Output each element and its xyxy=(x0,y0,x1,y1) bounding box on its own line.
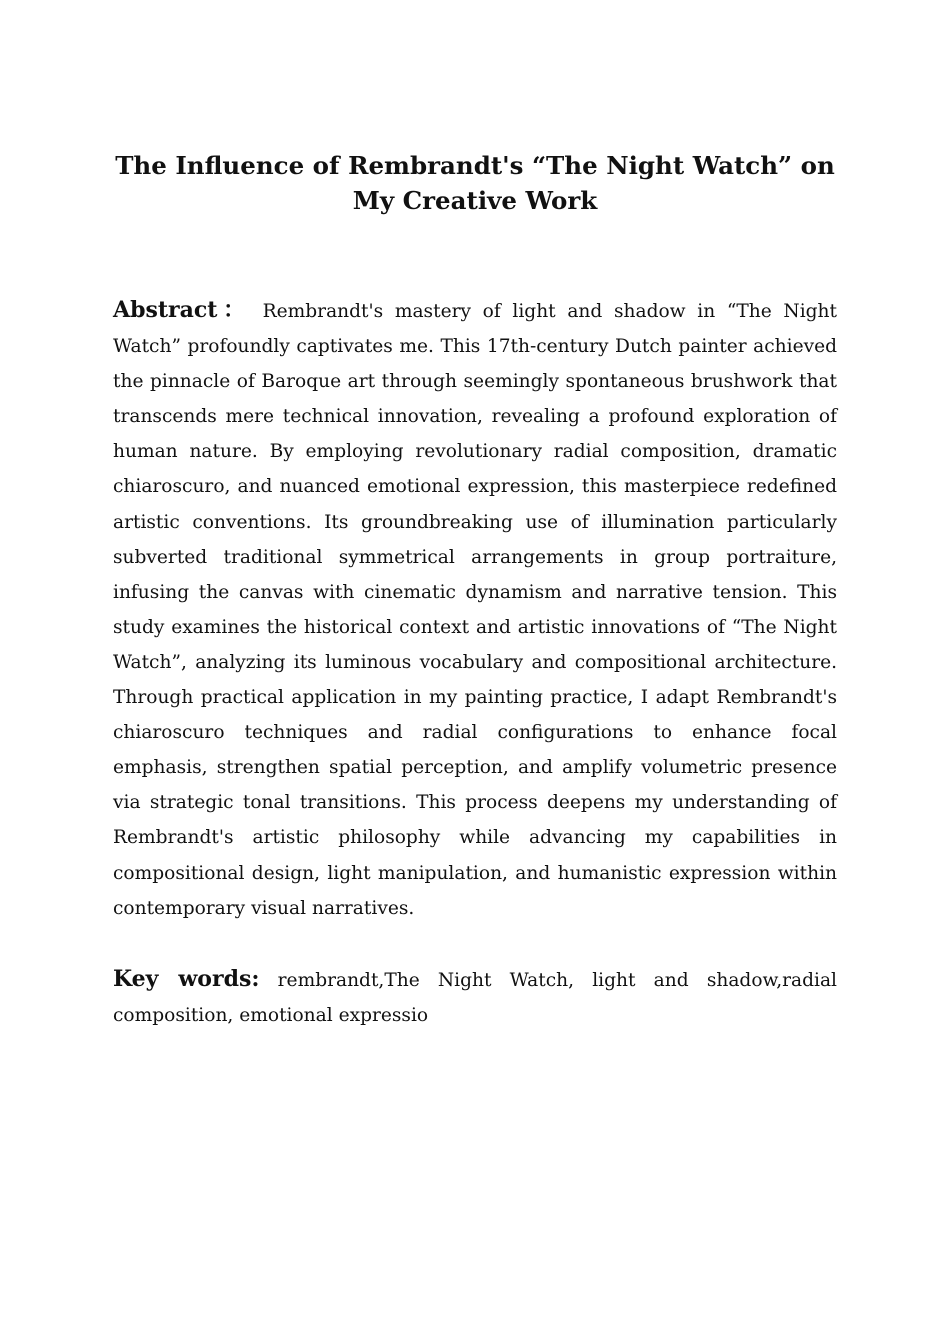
abstract-label: Abstract： xyxy=(113,297,251,323)
keywords-label: Key words: xyxy=(113,965,260,992)
document-title: The Influence of Rembrandt's “The Night Watch” on My Creative Work xyxy=(115,151,835,215)
keywords-paragraph xyxy=(113,962,837,1033)
document-page xyxy=(113,148,837,1051)
keywords-text: rembrandt,The Night Watch, light and shadow,radial composition, emotional expressio xyxy=(113,969,838,1026)
abstract-paragraph xyxy=(113,293,837,926)
abstract-text: Rembrandt's mastery of light and shadow in “The Night Watch” profoundly captivates me. This 17th-century Dutch painter achieved the pinnacle of Baroque art through seemingly spontaneous brushwork that transcends mere technical innovation, revealing a profound exploration of human nature. By employing revolutionary radial composition, dramatic chiaroscuro, and nuanced emotional expression, this masterpiece redefined artistic conventions. Its groundbreaking use of illumination particularly subverted traditional symmetrical arrangements in group portraiture, infusing the canvas with cinematic dynamism and narrative tension. This study examines the historical context and artistic innovations of “The Night Watch”, analyzing its luminous vocabulary and compositional architecture. Through practical application in my painting practice, I adapt Rembrandt's chiaroscuro techniques and radial configurations to enhance focal emphasis, strengthen spatial perception, and amplify volumetric presence via strategic tonal transitions. This process deepens my understanding of Rembrandt's artistic philosophy while advancing my capabilities in compositional design, light manipulation, and humanistic expression within contemporary visual narratives. xyxy=(113,301,837,919)
